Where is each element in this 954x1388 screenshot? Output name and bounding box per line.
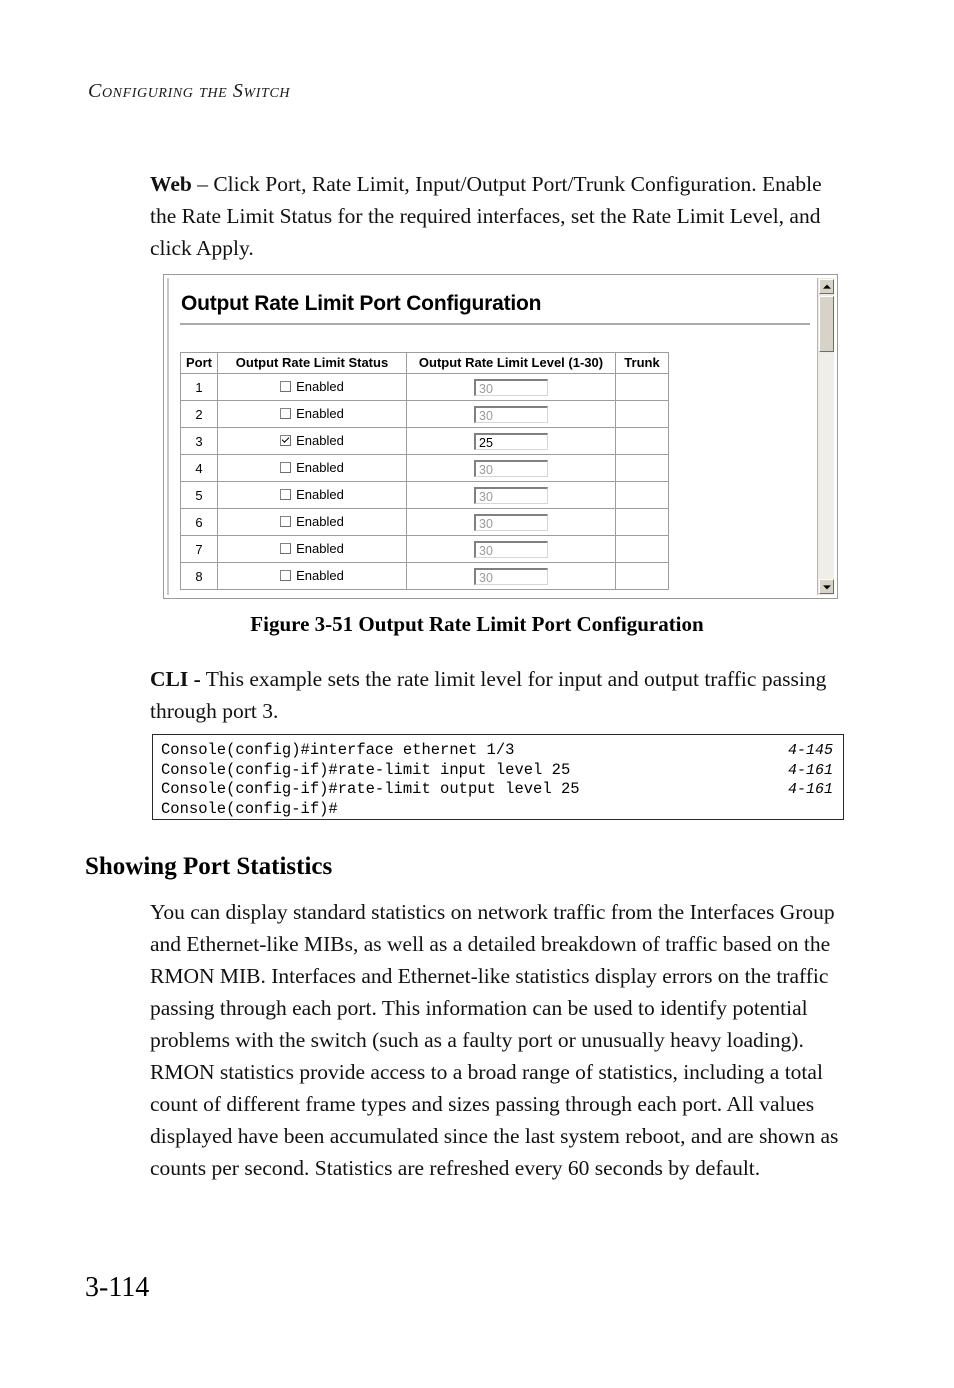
enabled-checkbox-label: Enabled bbox=[296, 486, 344, 502]
enabled-checkbox[interactable] bbox=[280, 516, 291, 527]
enabled-checkbox[interactable] bbox=[280, 570, 291, 581]
rate-limit-level-input[interactable]: 30 bbox=[474, 541, 548, 558]
web-instruction-text: – Click Port, Rate Limit, Input/Output Port/Trunk Configuration. Enable the Rate Limit Status for the required interfaces, set the Rate Limit Level, and click Apply. bbox=[150, 172, 822, 260]
scroll-down-arrow-icon bbox=[823, 585, 831, 589]
rate-limit-level-cell bbox=[407, 401, 616, 428]
vertical-scrollbar[interactable] bbox=[817, 278, 834, 595]
rate-limit-status-cell bbox=[218, 455, 407, 482]
cli-lead-label: CLI - bbox=[150, 667, 201, 691]
trunk-cell bbox=[616, 509, 669, 536]
enabled-checkbox-label: Enabled bbox=[296, 540, 344, 556]
rate-limit-level-cell bbox=[407, 428, 616, 455]
web-instruction-paragraph bbox=[150, 168, 850, 264]
cli-line bbox=[161, 741, 833, 761]
scroll-up-button[interactable] bbox=[819, 279, 834, 294]
table-row bbox=[181, 428, 669, 455]
rate-limit-status-cell bbox=[218, 482, 407, 509]
column-header-port: Port bbox=[181, 353, 218, 374]
cli-instruction-text: This example sets the rate limit level for input and output traffic passing through port 3. bbox=[150, 667, 827, 723]
web-lead-label: Web bbox=[150, 172, 192, 196]
cli-console-block bbox=[152, 734, 844, 820]
section-body-paragraph: You can display standard statistics on network traffic from the Interfaces Group and Ethernet-like MIBs, as well as a detailed breakdown of traffic based on the RMON MIB. Interfaces and Ethernet-like statistics display errors on the traffic passing through each port. This information can be used to identify potential problems with the switch (such as a faulty port or unusually heavy loading). RMON statistics provide access to a broad range of statistics, including a total count of different frame types and sizes passing through each port. All values displayed have been accumulated since the last system reboot, and are shown as counts per second. Statistics are refreshed every 60 seconds by default. bbox=[150, 900, 839, 1180]
enabled-checkbox-label: Enabled bbox=[296, 567, 344, 583]
enabled-checkbox[interactable] bbox=[280, 462, 291, 473]
figure-caption: Figure 3-51 Output Rate Limit Port Configuration bbox=[250, 612, 704, 636]
enabled-checkbox[interactable] bbox=[280, 489, 291, 500]
cli-page-reference: 4-161 bbox=[787, 761, 833, 779]
running-header: Configuring the Switch bbox=[88, 80, 291, 102]
trunk-cell bbox=[616, 401, 669, 428]
panel-title: Output Rate Limit Port Configuration bbox=[181, 292, 542, 315]
section-heading: Showing Port Statistics bbox=[85, 853, 333, 880]
enabled-checkbox[interactable] bbox=[280, 435, 291, 446]
enabled-checkbox-label: Enabled bbox=[296, 513, 344, 529]
trunk-cell bbox=[616, 536, 669, 563]
cli-command: Console(config-if)#rate-limit input level 25 bbox=[161, 760, 571, 779]
port-number-cell: 2 bbox=[181, 401, 218, 428]
enabled-checkbox[interactable] bbox=[280, 543, 291, 554]
table-row bbox=[181, 374, 669, 401]
cli-instruction-paragraph bbox=[150, 663, 850, 727]
rate-limit-status-cell bbox=[218, 563, 407, 590]
table-row bbox=[181, 509, 669, 536]
cli-command: Console(config-if)#rate-limit output level 25 bbox=[161, 780, 580, 798]
page-number: 3-114 bbox=[85, 1272, 150, 1303]
trunk-cell bbox=[616, 563, 669, 590]
cli-page-reference: 4-161 bbox=[787, 781, 833, 798]
rate-limit-level-cell bbox=[407, 536, 616, 563]
trunk-cell bbox=[616, 374, 669, 401]
enabled-checkbox-label: Enabled bbox=[296, 432, 344, 448]
table-row bbox=[181, 482, 669, 509]
table-row bbox=[181, 536, 669, 563]
rate-limit-level-input[interactable]: 30 bbox=[474, 487, 548, 504]
table-header-row bbox=[181, 353, 669, 374]
table-row bbox=[181, 563, 669, 590]
rate-limit-level-input[interactable]: 30 bbox=[474, 406, 548, 423]
title-divider bbox=[180, 323, 810, 325]
column-header-trunk: Trunk bbox=[616, 353, 669, 374]
rate-limit-status-cell bbox=[218, 536, 407, 563]
cli-command: Console(config)#interface ethernet 1/3 bbox=[161, 741, 515, 759]
scroll-up-arrow-icon bbox=[823, 284, 831, 288]
enabled-checkbox-label: Enabled bbox=[296, 378, 344, 394]
rate-limit-level-input[interactable]: 30 bbox=[474, 379, 548, 396]
scrollbar-track[interactable] bbox=[819, 353, 834, 578]
trunk-cell bbox=[616, 455, 669, 482]
cli-line bbox=[161, 780, 833, 800]
enabled-checkbox-label: Enabled bbox=[296, 405, 344, 421]
enabled-checkbox[interactable] bbox=[280, 381, 291, 392]
table-row bbox=[181, 455, 669, 482]
rate-limit-status-cell bbox=[218, 428, 407, 455]
port-number-cell: 4 bbox=[181, 455, 218, 482]
rate-limit-level-input[interactable]: 30 bbox=[474, 568, 548, 585]
rate-limit-status-cell bbox=[218, 401, 407, 428]
cli-line bbox=[161, 800, 833, 820]
port-number-cell: 8 bbox=[181, 563, 218, 590]
rate-limit-status-cell bbox=[218, 509, 407, 536]
rate-limit-level-cell bbox=[407, 563, 616, 590]
table-row bbox=[181, 401, 669, 428]
trunk-cell bbox=[616, 428, 669, 455]
port-number-cell: 1 bbox=[181, 374, 218, 401]
column-header-level: Output Rate Limit Level (1-30) bbox=[407, 353, 616, 374]
rate-limit-table bbox=[180, 352, 669, 590]
rate-limit-status-cell bbox=[218, 374, 407, 401]
screenshot-content-area bbox=[167, 278, 834, 595]
scroll-down-button[interactable] bbox=[819, 579, 834, 594]
rate-limit-level-cell bbox=[407, 509, 616, 536]
scrollbar-thumb[interactable] bbox=[819, 296, 834, 352]
rate-limit-level-cell bbox=[407, 455, 616, 482]
rate-limit-level-cell bbox=[407, 374, 616, 401]
cli-line bbox=[161, 761, 833, 781]
rate-limit-level-input[interactable]: 30 bbox=[474, 460, 548, 477]
rate-limit-level-cell bbox=[407, 482, 616, 509]
rate-limit-level-input[interactable]: 30 bbox=[474, 514, 548, 531]
cli-page-reference: 4-145 bbox=[787, 742, 833, 759]
port-number-cell: 5 bbox=[181, 482, 218, 509]
figure-screenshot-frame bbox=[163, 274, 838, 599]
cli-command: Console(config-if)# bbox=[161, 799, 338, 818]
column-header-status: Output Rate Limit Status bbox=[218, 353, 407, 374]
trunk-cell bbox=[616, 482, 669, 509]
enabled-checkbox-label: Enabled bbox=[296, 459, 344, 475]
port-number-cell: 6 bbox=[181, 509, 218, 536]
port-number-cell: 7 bbox=[181, 536, 218, 563]
enabled-checkbox[interactable] bbox=[280, 408, 291, 419]
port-number-cell: 3 bbox=[181, 428, 218, 455]
rate-limit-level-input[interactable]: 25 bbox=[474, 433, 548, 450]
